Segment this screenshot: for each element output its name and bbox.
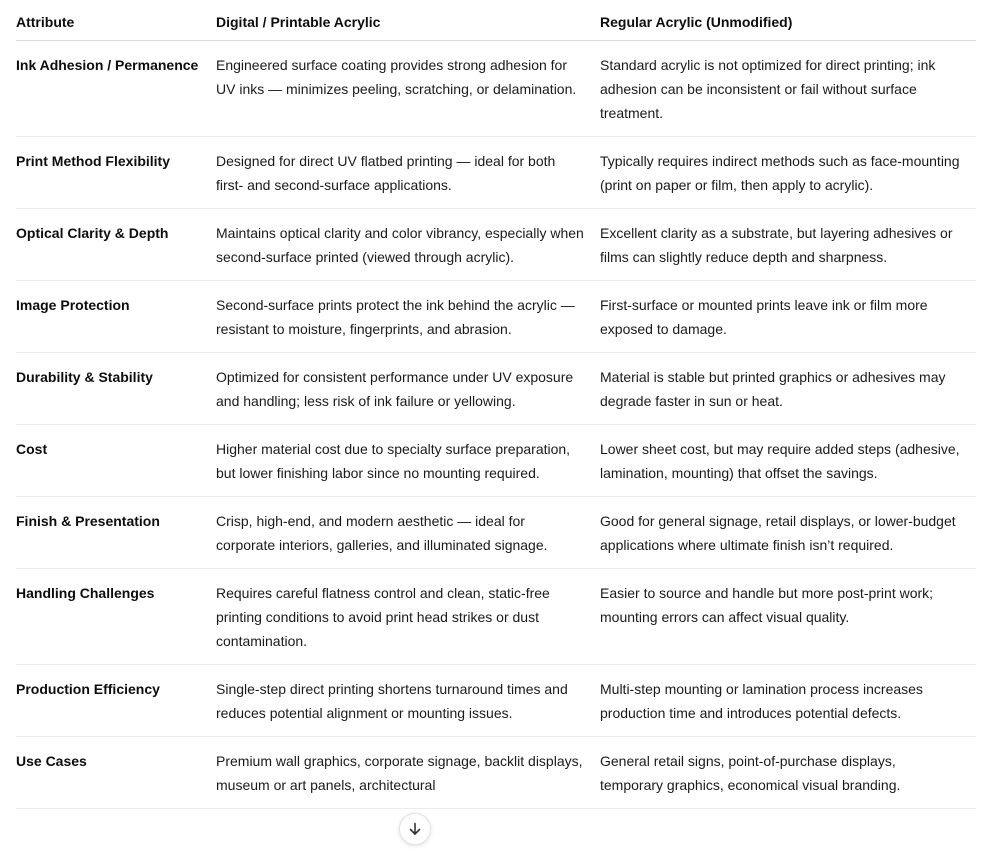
table-body [16, 41, 976, 809]
row-regular-value: Material is stable but printed graphics or adhesives may degrade faster in sun or heat. [600, 353, 976, 425]
row-attribute: Cost [16, 425, 216, 497]
row-regular-value: Excellent clarity as a substrate, but layering adhesives or films can slightly reduce depth and sharpness. [600, 209, 976, 281]
table-row [16, 497, 976, 569]
header-digital-acrylic: Digital / Printable Acrylic [216, 0, 600, 41]
header-row [16, 0, 976, 41]
table-row [16, 665, 976, 737]
row-digital-value: Premium wall graphics, corporate signage, backlit displays, museum or art panels, architectural [216, 737, 600, 809]
row-digital-value: Second-surface prints protect the ink behind the acrylic — resistant to moisture, fingerprints, and abrasion. [216, 281, 600, 353]
row-regular-value: First-surface or mounted prints leave ink or film more exposed to damage. [600, 281, 976, 353]
table-row [16, 209, 976, 281]
row-attribute: Finish & Presentation [16, 497, 216, 569]
row-regular-value: General retail signs, point-of-purchase displays, temporary graphics, economical visual branding. [600, 737, 976, 809]
row-attribute: Optical Clarity & Depth [16, 209, 216, 281]
row-regular-value: Lower sheet cost, but may require added steps (adhesive, lamination, mounting) that offset the savings. [600, 425, 976, 497]
row-attribute: Use Cases [16, 737, 216, 809]
comparison-table-container [16, 0, 976, 809]
table-row [16, 281, 976, 353]
table-row [16, 41, 976, 137]
table-row [16, 737, 976, 809]
row-regular-value: Good for general signage, retail displays, or lower-budget applications where ultimate finish isn’t required. [600, 497, 976, 569]
row-regular-value: Easier to source and handle but more post-print work; mounting errors can affect visual quality. [600, 569, 976, 665]
row-regular-value: Typically requires indirect methods such as face-mounting (print on paper or film, then apply to acrylic). [600, 137, 976, 209]
row-digital-value: Crisp, high-end, and modern aesthetic — ideal for corporate interiors, galleries, and illuminated signage. [216, 497, 600, 569]
scroll-to-bottom-button[interactable] [399, 813, 431, 845]
row-digital-value: Requires careful flatness control and clean, static-free printing conditions to avoid print head strikes or dust contamination. [216, 569, 600, 665]
table-row [16, 425, 976, 497]
row-attribute: Production Efficiency [16, 665, 216, 737]
row-digital-value: Designed for direct UV flatbed printing — ideal for both first- and second-surface applications. [216, 137, 600, 209]
header-regular-acrylic: Regular Acrylic (Unmodified) [600, 0, 976, 41]
row-regular-value: Multi-step mounting or lamination process increases production time and introduces potential defects. [600, 665, 976, 737]
table-row [16, 137, 976, 209]
table-header [16, 0, 976, 41]
row-regular-value: Standard acrylic is not optimized for direct printing; ink adhesion can be inconsistent or fail without surface treatment. [600, 41, 976, 137]
row-attribute: Image Protection [16, 281, 216, 353]
row-attribute: Durability & Stability [16, 353, 216, 425]
row-digital-value: Optimized for consistent performance under UV exposure and handling; less risk of ink failure or yellowing. [216, 353, 600, 425]
row-digital-value: Higher material cost due to specialty surface preparation, but lower finishing labor since no mounting required. [216, 425, 600, 497]
row-digital-value: Engineered surface coating provides strong adhesion for UV inks — minimizes peeling, scratching, or delamination. [216, 41, 600, 137]
arrow-down-icon [407, 821, 423, 837]
table-row [16, 353, 976, 425]
row-attribute: Ink Adhesion / Permanence [16, 41, 216, 137]
row-attribute: Handling Challenges [16, 569, 216, 665]
table-row [16, 569, 976, 665]
row-attribute: Print Method Flexibility [16, 137, 216, 209]
comparison-table [16, 0, 976, 809]
row-digital-value: Maintains optical clarity and color vibrancy, especially when second-surface printed (viewed through acrylic). [216, 209, 600, 281]
row-digital-value: Single-step direct printing shortens turnaround times and reduces potential alignment or mounting issues. [216, 665, 600, 737]
header-attribute: Attribute [16, 0, 216, 41]
